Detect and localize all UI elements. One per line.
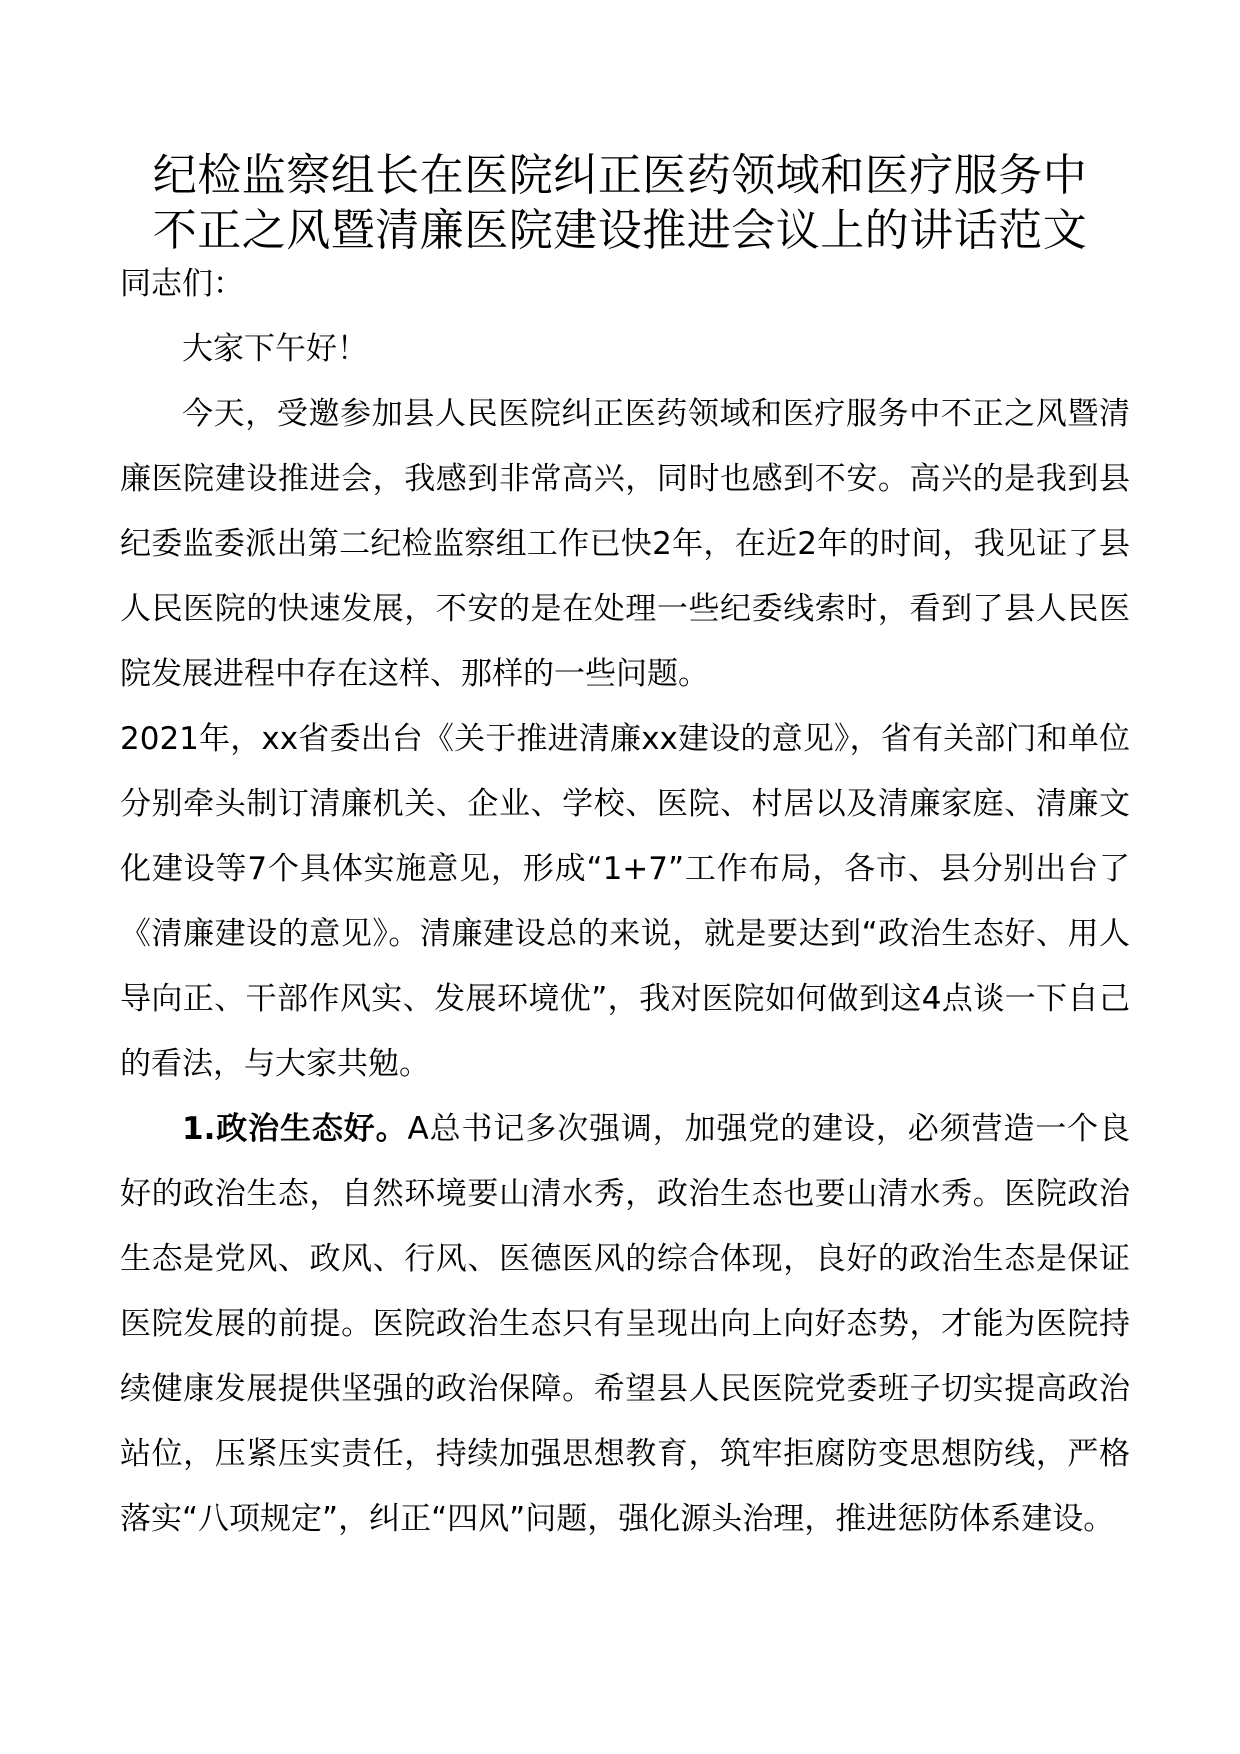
greeting: 大家下午好！ bbox=[182, 331, 368, 367]
title-line-2: 不正之风暨清廉医院建设推进会议上的讲话范文 bbox=[152, 205, 1088, 256]
paragraph-background: 2021年，xx省委出台《关于推进清廉xx建设的意见》，省有关部门和单位分别牵头制订清廉机关、企业、学校、医院、村居以及清廉家庭、清廉文化建设等7个具体实施意见，形成“1+7”工作布局，各市、县分别出台了《清廉建设的意见》。清廉建设总的来说，就是要达到“政治生态好、用人导向正、干部作风实、发展环境优”，我对医院如何做到这4点谈一下自己的看法，与大家共勉。 bbox=[120, 721, 1130, 1082]
document-body bbox=[120, 252, 1130, 1552]
section-heading: 1.政治生态好。 bbox=[182, 1111, 408, 1147]
paragraph-opening: 今天，受邀参加县人民医院纠正医药领域和医疗服务中不正之风暨清廉医院建设推进会，我感到非常高兴，同时也感到不安。高兴的是我到县纪委监委派出第二纪检监察组工作已快2年，在近2年的时间，我见证了县人民医院的快速发展，不安的是在处理一些纪委线索时，看到了县人民医院发展进程中存在这样、那样的一些问题。 bbox=[120, 396, 1130, 692]
title-line-1: 纪检监察组长在医院纠正医药领域和医疗服务中 bbox=[152, 150, 1088, 201]
salutation: 同志们： bbox=[120, 266, 244, 302]
paragraph-political-ecology bbox=[120, 1097, 1130, 1552]
document-title bbox=[100, 148, 1140, 258]
section-text: A总书记多次强调，加强党的建设，必须营造一个良好的政治生态，自然环境要山清水秀，政治生态也要山清水秀。医院政治生态是党风、政风、行风、医德医风的综合体现，良好的政治生态是保证医院发展的前提。医院政治生态只有呈现出向上向好态势，才能为医院持续健康发展提供坚强的政治保障。希望县人民医院党委班子切实提高政治站位，压紧压实责任，持续加强思想教育，筑牢拒腐防变思想防线，严格落实“八项规定”，纠正“四风”问题，强化源头治理，推进惩防体系建设。 bbox=[120, 1111, 1130, 1537]
